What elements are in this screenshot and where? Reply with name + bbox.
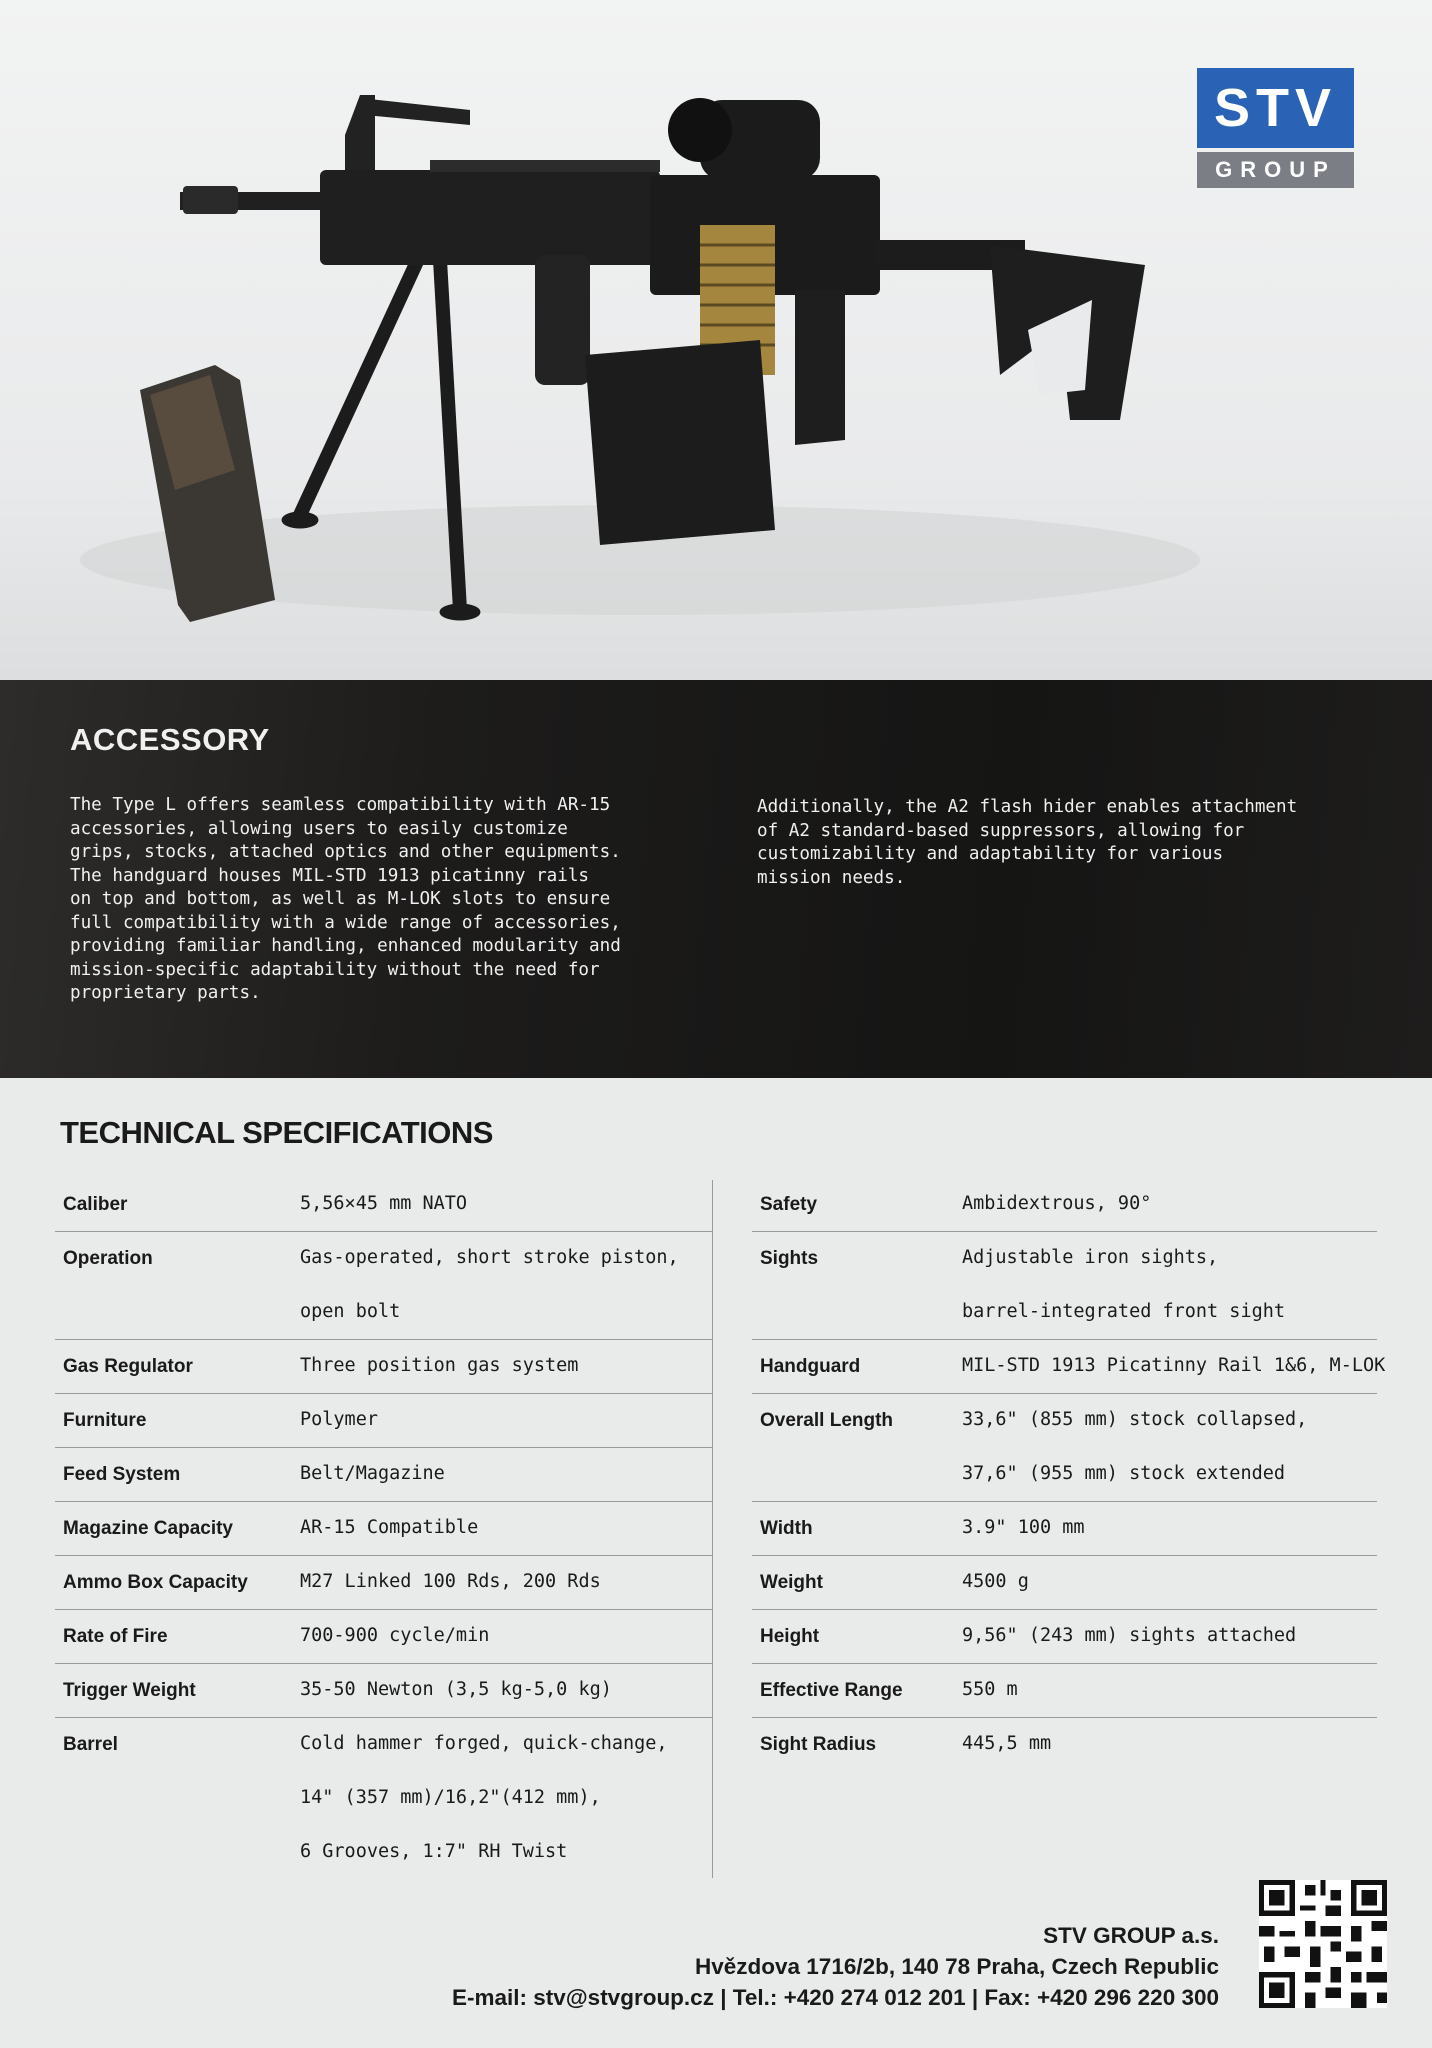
accessory-text-right [757,796,1297,890]
spec-row-weight [752,1556,1377,1610]
accessory-left-line: mission-specific adaptability without the need for [70,959,600,980]
spec-label: Rate of Fire [63,1626,168,1647]
handguard-image [320,170,660,265]
spec-row-barrel [55,1718,712,1880]
spec-value: M27 Linked 100 Rds, 200 Rds [300,1571,601,1592]
spec-label: Magazine Capacity [63,1518,233,1539]
spec-row-trigger-weight [55,1664,712,1718]
spec-label: Caliber [63,1194,128,1215]
spec-value: AR-15 Compatible [300,1517,479,1538]
spec-row-caliber [55,1178,712,1232]
spec-row-handguard [752,1340,1386,1394]
spec-value: Gas-operated, short stroke piston, [300,1247,679,1268]
spec-label: Width [760,1518,813,1539]
stv-group-logo [1197,68,1354,192]
spec-label: Handguard [760,1356,861,1377]
spec-value: 37,6" (955 mm) stock extended [962,1463,1286,1484]
spec-value: MIL-STD 1913 Picatinny Rail 1&6, M-LOK [962,1355,1386,1376]
qr-code-icon[interactable] [1259,1880,1387,2008]
spec-row-sights [752,1232,1377,1340]
logo-text-top: STV [1197,68,1354,148]
spec-row-safety [752,1178,1377,1232]
spec-value: 9,56" (243 mm) sights attached [962,1625,1297,1646]
spec-label: Ammo Box Capacity [63,1572,248,1593]
accessory-left-line: The Type L offers seamless compatibility with AR-15 [70,795,611,815]
spec-value: 550 m [962,1679,1018,1700]
spec-value: 700-900 cycle/min [300,1625,490,1646]
spec-row-ammo-box-capacity [55,1556,712,1610]
specs-column-divider [712,1180,713,1878]
spec-row-effective-range [752,1664,1377,1718]
footer-contact: E-mail: stv@stvgroup.cz | Tel.: +420 274 012 201 | Fax: +420 296 220 300 [451,1985,1219,2010]
spec-label: Overall Length [760,1410,894,1431]
accessory-left-line: grips, stocks, attached optics and other equipments. [70,842,621,862]
accessory-left-line: proprietary parts. [70,983,261,1003]
accessory-left-line: The handguard houses MIL-STD 1913 picatinny rails [70,865,590,886]
spec-value: Cold hammer forged, quick-change, [300,1733,668,1754]
spec-row-rate-of-fire [55,1610,712,1664]
accessory-right-line: of A2 standard-based suppressors, allowing for [757,820,1245,841]
spec-value: Ambidextrous, 90° [962,1193,1152,1214]
spec-row-gas-regulator [55,1340,712,1394]
accessory-title: ACCESSORY [70,722,270,757]
spec-value: Belt/Magazine [300,1463,445,1484]
spec-row-furniture [55,1394,712,1448]
accessory-left-line: providing familiar handling, enhanced modularity and [70,936,621,956]
accessory-right-line: mission needs. [757,867,906,888]
spec-row-feed-system [55,1448,712,1502]
spec-value: 4500 g [962,1571,1029,1592]
spec-value: 14" (357 mm)/16,2"(412 mm), [300,1787,601,1808]
spec-label: Sights [760,1248,819,1269]
accessory-left-line: full compatibility with a wide range of accessories, [70,912,621,933]
spec-label: Effective Range [760,1680,903,1701]
ammo-box-image [585,340,775,545]
spec-row-height [752,1610,1377,1664]
footer-company: STV GROUP a.s. [1043,1923,1219,1948]
spec-row-sight-radius [752,1718,1377,1772]
spec-value: Polymer [300,1409,378,1430]
spec-label: Sight Radius [760,1734,877,1755]
accessory-right-line: customizability and adaptability for various [757,844,1224,864]
spec-value: Three position gas system [300,1355,579,1376]
spec-row-width [752,1502,1377,1556]
spec-label: Feed System [63,1464,181,1485]
spec-value: Adjustable iron sights, [962,1247,1219,1268]
spec-label: Weight [760,1572,823,1593]
spec-label: Barrel [63,1734,118,1755]
spec-label: Gas Regulator [63,1356,193,1377]
accessory-text-left [70,794,621,1006]
accessory-left-line: on top and bottom, as well as M-LOK slots to ensure [70,889,611,909]
specs-title: TECHNICAL SPECIFICATIONS [60,1115,493,1150]
spec-value: 35-50 Newton (3,5 kg-5,0 kg) [300,1679,612,1700]
product-photo [0,0,1432,680]
spec-label: Furniture [63,1410,147,1431]
accessory-right-line: Additionally, the A2 flash hider enables attachment [757,797,1298,817]
spec-value: 33,6" (855 mm) stock collapsed, [962,1409,1308,1430]
spec-value: 6 Grooves, 1:7" RH Twist [300,1841,568,1862]
footer-address: Hvězdova 1716/2b, 140 78 Praha, Czech Republic [695,1954,1219,1979]
spec-label: Trigger Weight [63,1680,196,1701]
spec-label: Height [760,1626,820,1647]
spec-row-overall-length [752,1394,1377,1502]
spec-row-operation [55,1232,712,1340]
spec-value: open bolt [300,1301,401,1322]
spec-value: 3.9" 100 mm [962,1517,1085,1538]
spec-value: 5,56×45 mm NATO [300,1193,468,1214]
spec-value: barrel-integrated front sight [962,1301,1286,1322]
spec-row-magazine-capacity [55,1502,712,1556]
spec-label: Operation [63,1248,153,1269]
spec-value: 445,5 mm [962,1733,1052,1754]
logo-text-bottom: GROUP [1197,152,1354,188]
spec-label: Safety [760,1194,818,1215]
accessory-section [0,680,1432,1078]
accessory-left-line: accessories, allowing users to easily customize [70,818,568,839]
